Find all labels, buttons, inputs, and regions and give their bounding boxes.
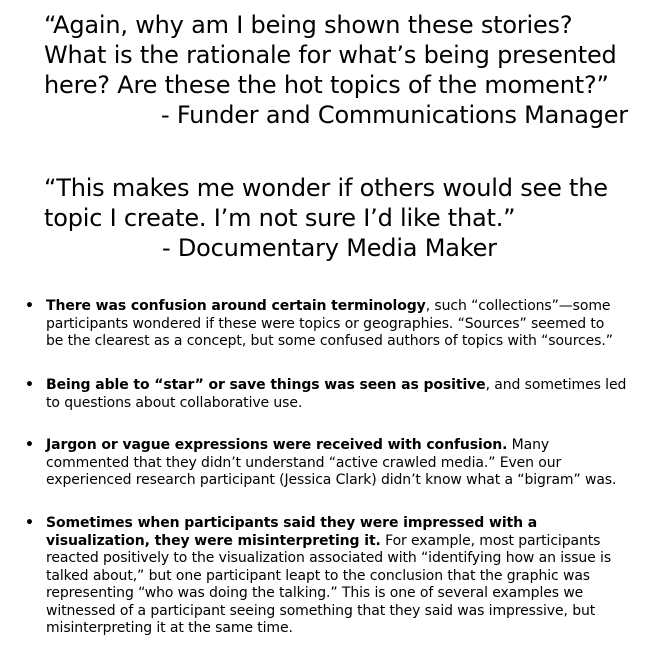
bold-lead: Jargon or vague expressions were received with confusion. [46, 437, 508, 453]
bullet-marker: • [25, 377, 34, 393]
bold-lead: Sometimes when participants said they were impressed with a [46, 515, 538, 531]
list-item-text [46, 377, 661, 412]
body-text: be the clearest as a concept, but some confused authors of topics with “sources.” [46, 333, 613, 349]
quote-line: “This makes me wonder if others would see the [44, 174, 608, 202]
body-text: , such “collections”—some [425, 298, 611, 314]
body-text: participants wondered if these were topics or geographies. “Sources” seemed to [46, 315, 605, 332]
quote-line: here? Are these the hot topics of the moment?” [44, 71, 609, 99]
bullet-marker: • [25, 298, 34, 314]
body-text: Many [507, 437, 550, 453]
bullet-marker: • [25, 515, 34, 531]
body-text: witnessed of a participant seeing something that they said was impressive, but [46, 602, 596, 619]
body-text: talked about,” but one participant leapt to the conclusion that the graphic was [46, 567, 590, 584]
quote-attribution: - Funder and Communications Manager [161, 101, 628, 129]
quote-line: What is the rationale for what’s being presented [44, 41, 617, 69]
list-item-text [46, 515, 661, 638]
bold-lead: Being able to “star” or save things was seen as positive [46, 377, 486, 393]
quote-block-1 [44, 10, 644, 130]
bullet-marker: • [25, 437, 34, 453]
body-text: experienced research participant (Jessica Clark) didn’t know what a “bigram” was. [46, 472, 617, 488]
body-text: to questions about collaborative use. [46, 394, 303, 411]
body-text: reacted positively to the visualization associated with “identifying how an issue is [46, 550, 612, 566]
quote-attribution: - Documentary Media Maker [162, 234, 497, 262]
body-text: misinterpreting it at the same time. [46, 620, 293, 636]
list-item-text [46, 298, 661, 351]
body-text: representing “who was doing the talking.” This is one of several examples we [46, 585, 584, 601]
quote-line: “Again, why am I being shown these stories? [44, 11, 573, 39]
bold-lead: visualization, they were misinterpreting it. [46, 532, 381, 549]
quote-block-2 [44, 173, 644, 263]
bold-lead: There was confusion around certain terminology [46, 298, 426, 314]
body-text: , and sometimes led [485, 377, 627, 393]
body-text: commented that they didn’t understand “active crawled media.” Even our [46, 454, 562, 471]
body-text: For example, most participants [380, 532, 601, 549]
quote-line: topic I create. I’m not sure I’d like that.” [44, 204, 516, 232]
list-item-text [46, 437, 661, 490]
